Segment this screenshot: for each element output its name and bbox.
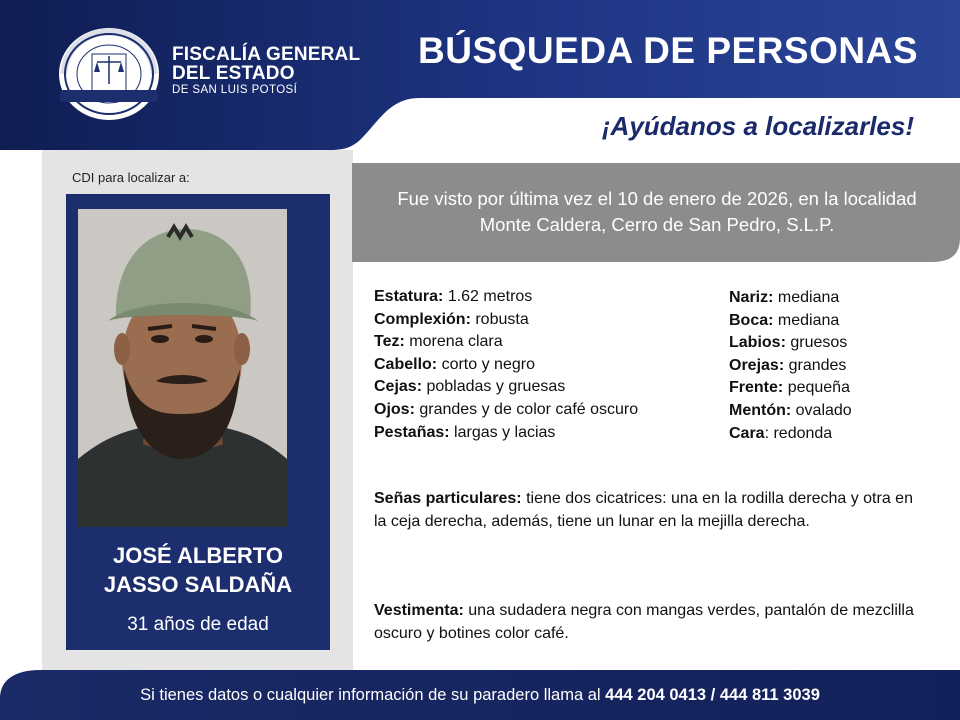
attribute-value: pobladas y gruesas [426, 378, 566, 396]
person-name-line-1: JOSÉ ALBERTO [113, 543, 283, 568]
attribute-value: grandes y de color café oscuro [419, 400, 639, 418]
attribute-cabello [374, 354, 719, 377]
last-seen-banner [352, 163, 960, 262]
clothing-description [374, 599, 914, 645]
attribute-value: pequeña [787, 379, 850, 397]
footer-message: Si tienes datos o cualquier información de su paradero llama al [140, 686, 601, 704]
person-name [66, 541, 330, 599]
attribute-cara [729, 423, 929, 446]
attribute-cejas [374, 376, 719, 399]
agency-line-1: FISCALÍA GENERAL [172, 44, 361, 65]
attribute-label: Frente: [729, 379, 784, 397]
attribute-frente [729, 377, 929, 400]
physical-attributes-left [374, 286, 719, 444]
person-photo [78, 209, 287, 527]
attribute-value: 1.62 metros [447, 288, 533, 305]
attribute-label: Tez: [374, 333, 405, 351]
attribute-labios [729, 332, 929, 355]
page-title: BÚSQUEDA DE PERSONAS [418, 30, 918, 71]
agency-name [172, 45, 360, 97]
page-subtitle: ¡Ayúdanos a localizarles! [601, 111, 914, 141]
attribute-label: Boca: [729, 311, 774, 329]
attribute-orejas [729, 355, 929, 378]
person-age: 31 años de edad [127, 614, 269, 635]
distinguishing-marks [374, 487, 914, 533]
person-photo-illustration [78, 209, 287, 527]
distinguishing-marks-label: Señas particulares: [374, 490, 522, 507]
attribute-value: morena clara [409, 333, 503, 351]
attribute-label: Complexión: [374, 310, 471, 328]
last-seen-text: Fue visto por última vez el 10 de enero de 2026, en la localidad Monte Caldera, Cerro de San Pedro, S.L.P. [397, 188, 917, 235]
attribute-value: gruesos [790, 334, 848, 352]
footer-contact-text [0, 686, 960, 705]
attribute-label: Ojos: [374, 400, 415, 418]
attribute-estatura [374, 286, 719, 309]
attribute-complexion [374, 309, 719, 332]
attribute-value: : redonda [764, 424, 833, 442]
attribute-value: mediana [777, 289, 840, 306]
attribute-label: Mentón: [729, 401, 792, 419]
physical-attributes-right [729, 287, 929, 445]
agency-line-2: DEL ESTADO [172, 63, 295, 84]
footer-phone-numbers[interactable]: 444 204 0413 / 444 811 3039 [605, 686, 820, 704]
attribute-value: robusta [475, 310, 529, 328]
attribute-value: ovalado [795, 401, 852, 419]
attribute-nariz [729, 287, 929, 310]
attribute-value: grandes [788, 356, 847, 374]
attribute-label: Orejas: [729, 356, 785, 374]
attribute-label: Cabello: [374, 355, 438, 373]
attribute-label: Labios: [729, 334, 786, 352]
attribute-label: Estatura: [374, 288, 444, 305]
attribute-value: mediana [777, 311, 840, 329]
attribute-boca [729, 310, 929, 333]
footer [0, 670, 960, 720]
attribute-tez [374, 331, 719, 354]
person-name-line-2: JASSO SALDAÑA [103, 572, 293, 597]
attribute-label: Pestañas: [374, 423, 450, 441]
attribute-value: corto y negro [441, 355, 535, 373]
attribute-pestanas [374, 422, 719, 445]
attribute-menton [729, 400, 929, 423]
clothing-label: Vestimenta: [374, 602, 464, 619]
attribute-label: Cejas: [374, 378, 423, 396]
attribute-value: largas y lacias [454, 423, 556, 441]
agency-line-3: DE SAN LUIS POTOSÍ [172, 84, 298, 96]
attribute-label: Nariz: [729, 289, 774, 306]
header [0, 0, 960, 150]
clothing-text: una sudadera negra con mangas verdes, pantalón de mezclilla oscuro y botines color café. [374, 602, 914, 642]
attribute-ojos [374, 399, 719, 422]
attribute-label: Cara [729, 424, 765, 442]
cdi-label: CDI para localizar a: [72, 170, 190, 185]
distinguishing-marks-text: tiene dos cicatrices: una en la rodilla derecha y otra en la ceja derecha, además, tiene un lunar en la mejilla derecha. [374, 490, 913, 530]
fiscalia-seal-logo [52, 24, 166, 124]
